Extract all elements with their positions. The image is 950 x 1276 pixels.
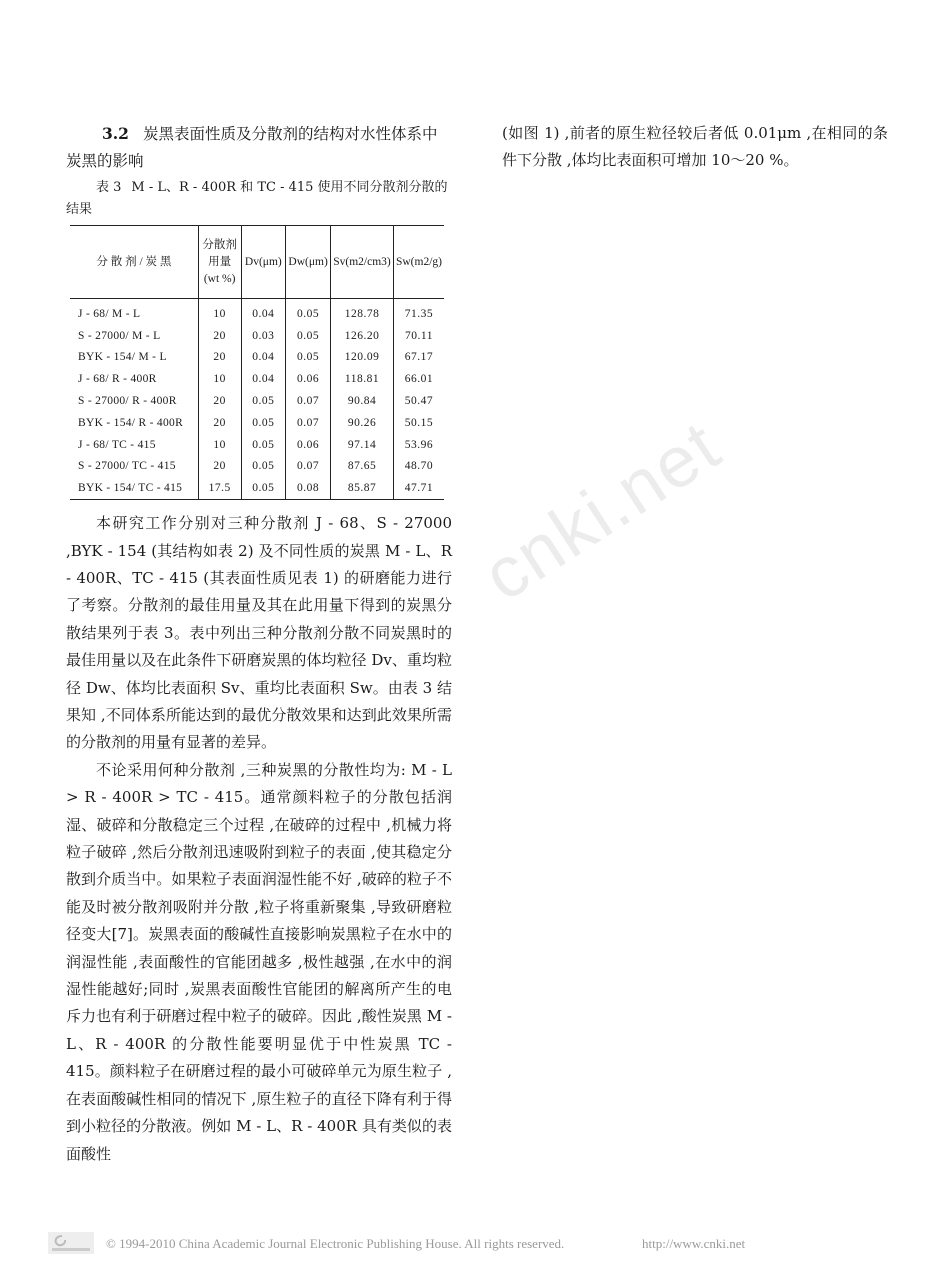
cell-dispersant-carbon: S - 27000/ M - L xyxy=(78,329,161,342)
cell-dispersant-carbon: S - 27000/ TC - 415 xyxy=(78,460,176,473)
cell-dispersant-carbon: J - 68/ TC - 415 xyxy=(78,438,156,451)
cell-dispersant-carbon: J - 68/ R - 400R xyxy=(78,373,157,386)
cell-dosage: 20 xyxy=(198,347,241,369)
footer-url-link[interactable]: http://www.cnki.net xyxy=(642,1236,746,1251)
table-caption-label: 表 3 xyxy=(96,180,122,195)
left-column xyxy=(66,120,452,1168)
cell-dv: 0.05 xyxy=(241,412,286,434)
table-body xyxy=(70,299,444,500)
cell-sw: 53.96 xyxy=(393,434,444,456)
cell-sv: 97.14 xyxy=(331,434,394,456)
cell-dv: 0.03 xyxy=(241,325,286,347)
cell-sw: 48.70 xyxy=(393,456,444,478)
footer-copyright: © 1994-2010 China Academic Journal Electronic Publishing House. All rights reserved. xyxy=(106,1236,565,1251)
cell-dw: 0.05 xyxy=(286,325,331,347)
cell-dv: 0.04 xyxy=(241,368,286,390)
cell-sw: 50.47 xyxy=(393,390,444,412)
cell-sv: 120.09 xyxy=(331,347,394,369)
cell-dosage: 17.5 xyxy=(198,477,241,499)
table-row xyxy=(70,368,444,390)
header-sv: Sv(m2/cm3) xyxy=(331,226,394,299)
section-title: 炭黑表面性质及分散剂的结构对水性体系中炭黑的影响 xyxy=(66,125,438,170)
cell-sv: 90.26 xyxy=(331,412,394,434)
cell-dispersant-carbon: BYK - 154/ M - L xyxy=(78,351,167,364)
cell-dosage: 20 xyxy=(198,390,241,412)
cell-dosage: 20 xyxy=(198,412,241,434)
cell-dosage: 10 xyxy=(198,299,241,325)
cnki-watermark: cnki.net xyxy=(469,405,735,617)
table-row xyxy=(70,325,444,347)
table-row xyxy=(70,456,444,478)
cell-dv: 0.04 xyxy=(241,347,286,369)
cell-sw: 67.17 xyxy=(393,347,444,369)
table-caption xyxy=(66,177,452,221)
cell-sv: 126.20 xyxy=(331,325,394,347)
cell-sw: 71.35 xyxy=(393,299,444,325)
header-sw: Sw(m2/g) xyxy=(393,226,444,299)
cell-sv: 85.87 xyxy=(331,477,394,499)
body-paragraph-3: (如图 1) ,前者的原生粒径较后者低 0.01μm ,在相同的条件下分散 ,体均比表面积可增加 10～20 %。 xyxy=(502,124,888,170)
cell-dw: 0.07 xyxy=(286,412,331,434)
cell-dv: 0.05 xyxy=(241,434,286,456)
cell-dw: 0.07 xyxy=(286,456,331,478)
cell-sw: 47.71 xyxy=(393,477,444,499)
table-row xyxy=(70,347,444,369)
cell-dispersant-carbon: J - 68/ M - L xyxy=(78,307,141,320)
cell-dispersant-carbon: S - 27000/ R - 400R xyxy=(78,395,177,408)
cell-dw: 0.05 xyxy=(286,347,331,369)
cell-dv: 0.05 xyxy=(241,477,286,499)
cell-dispersant-carbon: BYK - 154/ TC - 415 xyxy=(78,482,183,495)
cell-sv: 128.78 xyxy=(331,299,394,325)
cell-sv: 90.84 xyxy=(331,390,394,412)
table-header-row xyxy=(70,226,444,299)
cell-dw: 0.05 xyxy=(286,299,331,325)
cell-dw: 0.06 xyxy=(286,434,331,456)
cell-sw: 50.15 xyxy=(393,412,444,434)
table-caption-text: M - L、R - 400R 和 TC - 415 使用不同分散剂分散的结果 xyxy=(66,180,448,217)
cajeph-logo-icon xyxy=(48,1232,94,1254)
cell-dv: 0.04 xyxy=(241,299,286,325)
cell-dispersant-carbon: BYK - 154/ R - 400R xyxy=(78,416,184,429)
cell-dv: 0.05 xyxy=(241,390,286,412)
body-paragraph-2: 不论采用何种分散剂 ,三种炭黑的分散性均为: M - L > R - 400R > TC - 415。通常颜料粒子的分散包括润湿、破碎和分散稳定三个过程 ,在破碎的过程中 ,机械力将粒子破碎 ,然后分散剂迅速吸附到粒子的表面 ,使其稳定分散到介质当中。如果粒子表面润湿性能不好 ,破碎的粒子不能及时被分散剂吸附并分散 ,粒子将重新聚集 ,导致研磨粒径变大[7]。炭黑表面的酸碱性直接影响炭黑粒子在水中的润湿性能 ,表面酸性的官能团越多 ,极性越强 ,在水中的润湿性能越好;同时 ,炭黑表面酸性官能团的解离所产生的电斥力也有利于研磨过程中粒子的破碎。因此 ,酸性炭黑 M - L、R - 400R 的分散性能要明显优于中性炭黑 TC - 415。颜料粒子在研磨过程的最小可破碎单元为原生粒子 ,在表面酸碱性相同的情况下 ,原生粒子的直径下降有利于得到小粒径的分散液。例如 M - L、R - 400R 具有类似的表面酸性 xyxy=(66,760,452,1163)
page-footer xyxy=(0,1232,950,1256)
cell-sw: 70.11 xyxy=(393,325,444,347)
cell-sw: 66.01 xyxy=(393,368,444,390)
cell-dw: 0.08 xyxy=(286,477,331,499)
cell-sv: 118.81 xyxy=(331,368,394,390)
section-number: 3.2 xyxy=(102,124,129,143)
cell-dosage: 20 xyxy=(198,456,241,478)
table-row xyxy=(70,477,444,499)
table-row xyxy=(70,299,444,325)
cell-dw: 0.06 xyxy=(286,368,331,390)
right-column xyxy=(502,120,888,175)
cell-dv: 0.05 xyxy=(241,456,286,478)
table-row xyxy=(70,412,444,434)
cell-dosage: 20 xyxy=(198,325,241,347)
cell-sv: 87.65 xyxy=(331,456,394,478)
section-heading xyxy=(66,120,452,175)
results-table xyxy=(70,225,444,500)
header-dosage: 分散剂用量(wt %) xyxy=(198,226,241,299)
cell-dosage: 10 xyxy=(198,368,241,390)
table-row xyxy=(70,390,444,412)
table-row xyxy=(70,434,444,456)
cell-dosage: 10 xyxy=(198,434,241,456)
cell-dw: 0.07 xyxy=(286,390,331,412)
header-dispersant-carbon: 分 散 剂 / 炭 黑 xyxy=(70,226,198,299)
header-dv: Dv(μm) xyxy=(241,226,286,299)
header-dw: Dw(μm) xyxy=(286,226,331,299)
body-paragraph-1: 本研究工作分别对三种分散剂 J - 68、S - 27000 ,BYK - 154 (其结构如表 2) 及不同性质的炭黑 M - L、R - 400R、TC - 415 (其表面性质见表 1) 的研磨能力进行了考察。分散剂的最佳用量及其在此用量下得到的炭黑分散结果列于表 3。表中列出三种分散剂分散不同炭黑时的最佳用量以及在此条件下研磨炭黑的体均粒径 Dv、重均粒径 Dw、体均比表面积 Sv、重均比表面积 Sw。由表 3 结果知 ,不同体系所能达到的最优分散效果和达到此效果所需的分散剂的用量有显著的差异。 xyxy=(66,514,452,752)
